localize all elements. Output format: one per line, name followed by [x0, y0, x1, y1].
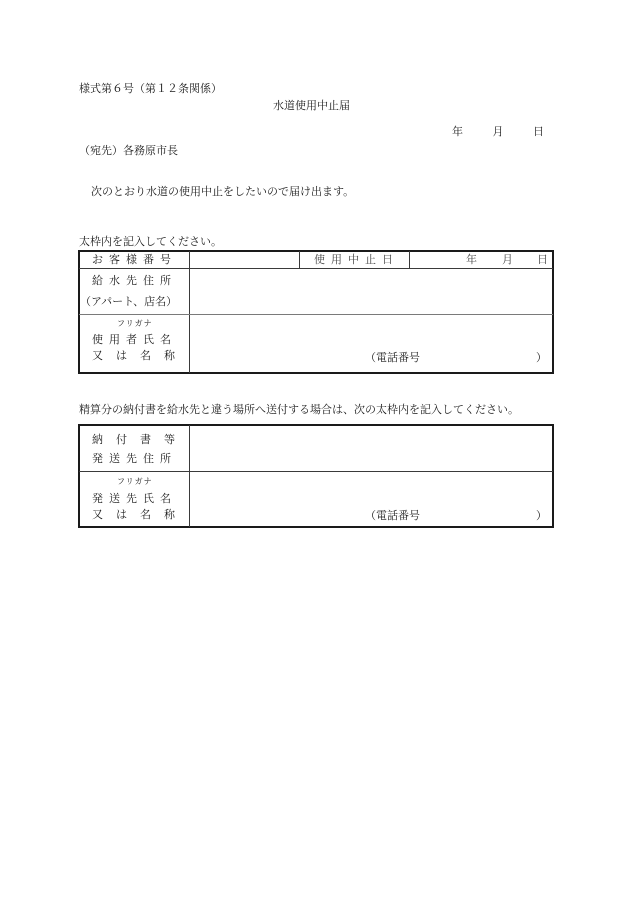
stop-date-right-divider — [409, 251, 410, 268]
stop-date-month-label[interactable]: 月 — [502, 253, 513, 266]
label-column-divider — [189, 425, 190, 527]
send-address-field[interactable] — [192, 428, 550, 468]
date-year-label: 年 — [452, 125, 463, 138]
send-name-sublabel: 又は名称 — [92, 508, 188, 521]
stop-date-day-label[interactable]: 日 — [537, 253, 548, 266]
customer-number-field[interactable] — [192, 254, 296, 266]
document-title: 水道使用中止届 — [273, 99, 350, 112]
submission-date — [452, 126, 544, 137]
addressee: （宛先）各務原市長 — [79, 144, 178, 157]
send-address-sublabel: 発送先住所 — [92, 452, 177, 465]
user-name-field[interactable] — [192, 318, 550, 346]
user-name-sublabel: 又は名称 — [92, 349, 188, 362]
supply-address-sublabel: （アパート、店名） — [80, 295, 178, 308]
form-number: 様式第６号（第１２条関係） — [79, 82, 222, 95]
phone-label: （電話番号 — [365, 351, 420, 364]
send-address-label: 納付書等 — [92, 433, 188, 446]
supply-address-field[interactable] — [192, 272, 550, 310]
furigana-label: フリガナ — [117, 477, 153, 486]
stop-date-left-divider — [299, 251, 300, 268]
phone-label: （電話番号 — [365, 509, 420, 522]
label-column-divider — [189, 251, 190, 373]
send-name-field[interactable] — [192, 475, 550, 503]
date-day-label: 日 — [533, 125, 544, 138]
section1-instruction: 太枠内を記入してください。 — [79, 235, 222, 248]
customer-number-label: お客様番号 — [92, 253, 177, 266]
send-name-label: 発送先氏名 — [92, 492, 177, 505]
phone-field[interactable] — [420, 508, 532, 522]
date-month-label: 月 — [492, 125, 504, 138]
intro-text: 次のとおり水道の使用中止をしたいので届け出ます。 — [91, 185, 355, 198]
user-name-label: 使用者氏名 — [92, 333, 177, 346]
phone-field[interactable] — [420, 350, 532, 364]
supply-address-label: 給水先住所 — [92, 274, 177, 287]
furigana-label: フリガナ — [117, 319, 153, 328]
stop-date-label: 使用中止日 — [314, 253, 399, 266]
phone-close-paren: ） — [536, 351, 547, 364]
header-row-divider — [79, 268, 553, 269]
phone-close-paren: ） — [536, 509, 547, 522]
address-name-divider — [79, 471, 553, 472]
stop-date-year-label[interactable]: 年 — [466, 253, 477, 266]
address-name-divider — [79, 314, 553, 315]
section2-instruction: 精算分の納付書を給水先と違う場所へ送付する場合は、次の太枠内を記入してください。 — [79, 403, 519, 416]
